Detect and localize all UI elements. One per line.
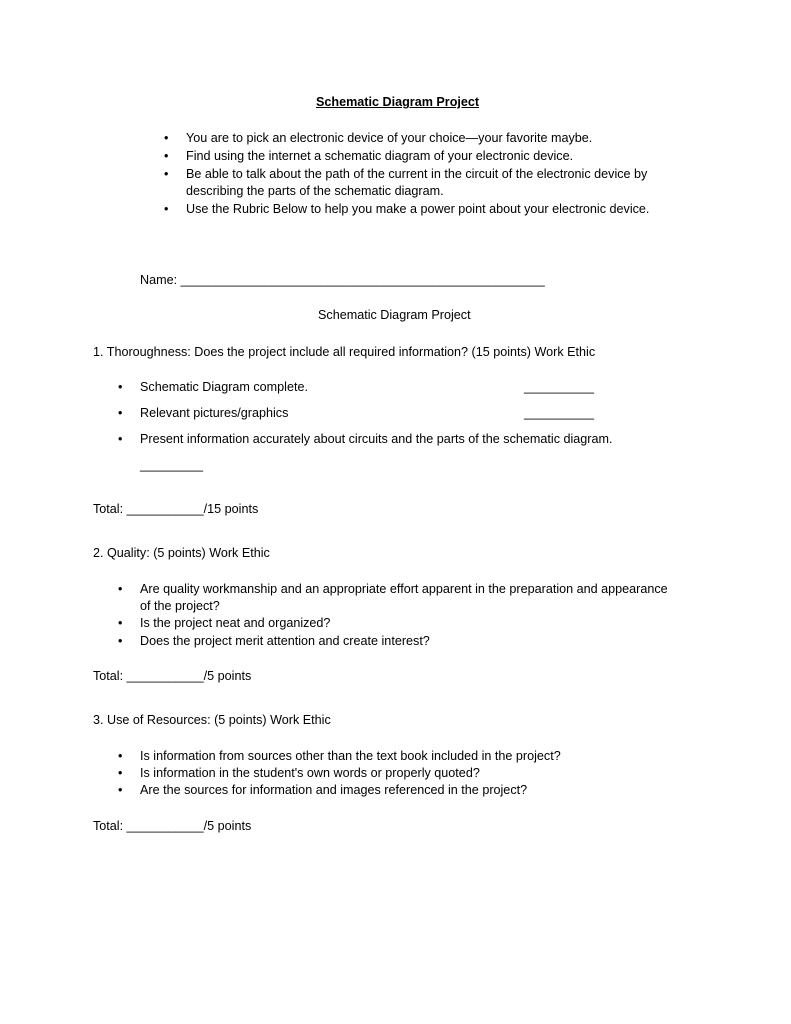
section-total: Total: ___________/15 points: [93, 502, 259, 516]
rubric-item: • Are the sources for information and images referenced in the project?: [140, 782, 527, 799]
rubric-item: • Schematic Diagram complete.: [140, 379, 308, 396]
instruction-item: • Use the Rubric Below to help you make a power point about your electronic device.: [186, 201, 649, 218]
rubric-item: • Does the project merit attention and create interest?: [140, 633, 430, 650]
section-heading: 3. Use of Resources: (5 points) Work Ethic: [93, 713, 331, 727]
section-heading: 1. Thoroughness: Does the project include all required information? (15 points) Work Ethic: [93, 345, 596, 359]
rubric-item-continued: of the project?: [140, 599, 220, 613]
document-title: Schematic Diagram Project: [316, 95, 480, 109]
score-blank: __________: [524, 380, 595, 394]
instruction-item: • Find using the internet a schematic diagram of your electronic device.: [186, 148, 573, 165]
instruction-item: • Be able to talk about the path of the current in the circuit of the electronic device by: [186, 166, 647, 183]
score-blank: _________: [140, 458, 204, 472]
rubric-item: • Is information from sources other than the text book included in the project?: [140, 748, 561, 765]
section-total: Total: ___________/5 points: [93, 819, 252, 833]
score-blank: __________: [524, 406, 595, 420]
instruction-item: • You are to pick an electronic device of your choice—your favorite maybe.: [186, 130, 592, 147]
rubric-item: • Are quality workmanship and an appropriate effort apparent in the preparation and appearance: [140, 581, 668, 598]
rubric-item: • Relevant pictures/graphics: [140, 405, 288, 422]
rubric-item: • Is the project neat and organized?: [140, 615, 330, 632]
section-heading: 2. Quality: (5 points) Work Ethic: [93, 546, 270, 560]
rubric-item: • Is information in the student's own words or properly quoted?: [140, 765, 480, 782]
instruction-item-continued: describing the parts of the schematic diagram.: [186, 184, 444, 198]
rubric-title: Schematic Diagram Project: [318, 308, 471, 322]
section-total: Total: ___________/5 points: [93, 669, 252, 683]
name-field-line: Name: ____________________________________________________: [140, 273, 545, 287]
rubric-item: • Present information accurately about circuits and the parts of the schematic diagram.: [140, 431, 613, 448]
